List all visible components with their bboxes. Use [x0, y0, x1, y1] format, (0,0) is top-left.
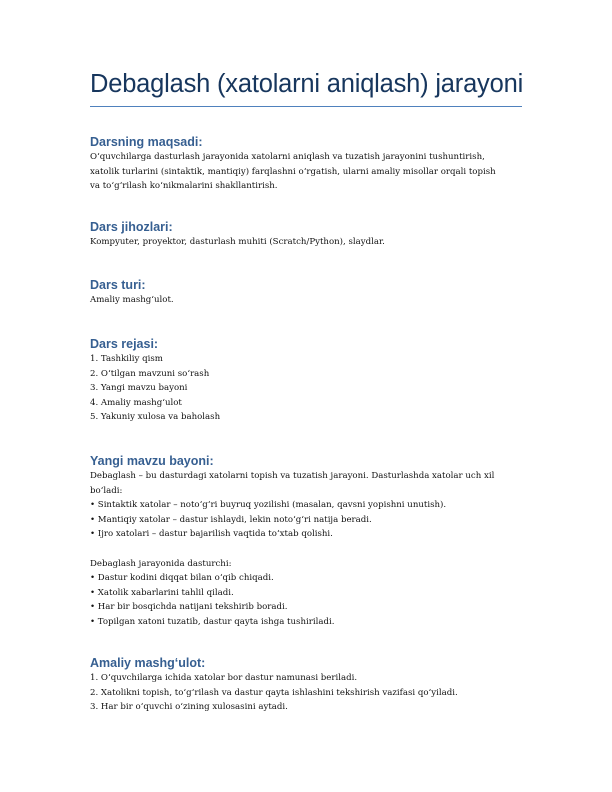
section-darsning-maqsadi [90, 134, 530, 194]
body-line: 2. Xatolikni topish, to‘g‘rilash va dastur qayta ishlashini tekshirish vazifasi qo‘yiladi. [90, 687, 458, 698]
body-line: • Topilgan xatoni tuzatib, dastur qayta ishga tushiriladi. [90, 616, 335, 627]
body-line: xatolik turlarini (sintaktik, mantiqiy) farqlashni o‘rgatish, ularni amaliy misollar orqali topish [90, 166, 496, 177]
body-line: Kompyuter, proyektor, dasturlash muhiti (Scratch/Python), slaydlar. [90, 237, 385, 247]
document-title: Debaglash (xatolarni aniqlash) jarayoni [90, 70, 524, 98]
body-line: Debaglash – bu dasturdagi xatolarni topish va tuzatish jarayoni. Dasturlashda xatolar uch xil [90, 471, 495, 481]
section-heading: Dars rejasi: [90, 337, 159, 351]
body-line: • Mantiqiy xatolar – dastur ishlaydi, lekin noto‘g‘ri natija beradi. [90, 514, 372, 525]
body-line: • Xatolik xabarlarini tahlil qiladi. [90, 587, 234, 598]
body-line: • Sintaktik xatolar – noto‘g‘ri buyruq yozilishi (masalan, qavsni yopishni unutish). [90, 500, 447, 511]
body-line: • Ijro xatolari – dastur bajarilish vaqtida to‘xtab qolishi. [90, 529, 333, 540]
body-line: • Har bir bosqichda natijani tekshirib boradi. [90, 602, 288, 613]
body-line: 4. Amaliy mashg‘ulot [90, 397, 182, 408]
body-line: Debaglash jarayonida dasturchi: [90, 558, 232, 569]
body-line: 5. Yakuniy xulosa va baholash [90, 412, 221, 423]
section-amaliy-mashgulot [90, 655, 530, 715]
section-heading: Dars jihozlari: [90, 220, 173, 234]
section-dars-rejasi [90, 336, 530, 425]
title-underline [90, 106, 522, 107]
section-heading: Yangi mavzu bayoni: [90, 454, 214, 468]
body-line: • Dastur kodini diqqat bilan o‘qib chiqadi. [90, 573, 274, 584]
body-line: bo‘ladi: [90, 485, 123, 496]
body-line: 2. O‘tilgan mavzuni so‘rash [90, 368, 210, 379]
body-line: 1. Tashkiliy qism [90, 354, 163, 364]
body-line: O‘quvchilarga dasturlash jarayonida xatolarni aniqlash va tuzatish jarayonini tushuntirish, [90, 152, 485, 162]
body-line: Amaliy mashg‘ulot. [90, 295, 174, 305]
section-dars-jihozlari [90, 219, 530, 250]
section-heading: Dars turi: [90, 278, 146, 292]
body-line: 1. O‘quvchilarga ichida xatolar bor dastur namunasi beriladi. [90, 673, 358, 683]
section-heading: Amaliy mashg‘ulot: [90, 656, 206, 670]
section-dars-turi [90, 277, 530, 308]
body-line: 3. Har bir o‘quvchi o‘zining xulosasini aytadi. [90, 702, 288, 713]
section-heading: Darsning maqsadi: [90, 135, 203, 149]
body-line: va to‘g‘rilash ko‘nikmalarini shakllantirish. [90, 181, 278, 192]
section-yangi-mavzu-bayoni [90, 453, 530, 630]
body-line: 3. Yangi mavzu bayoni [90, 383, 188, 394]
body-line [90, 542, 530, 557]
